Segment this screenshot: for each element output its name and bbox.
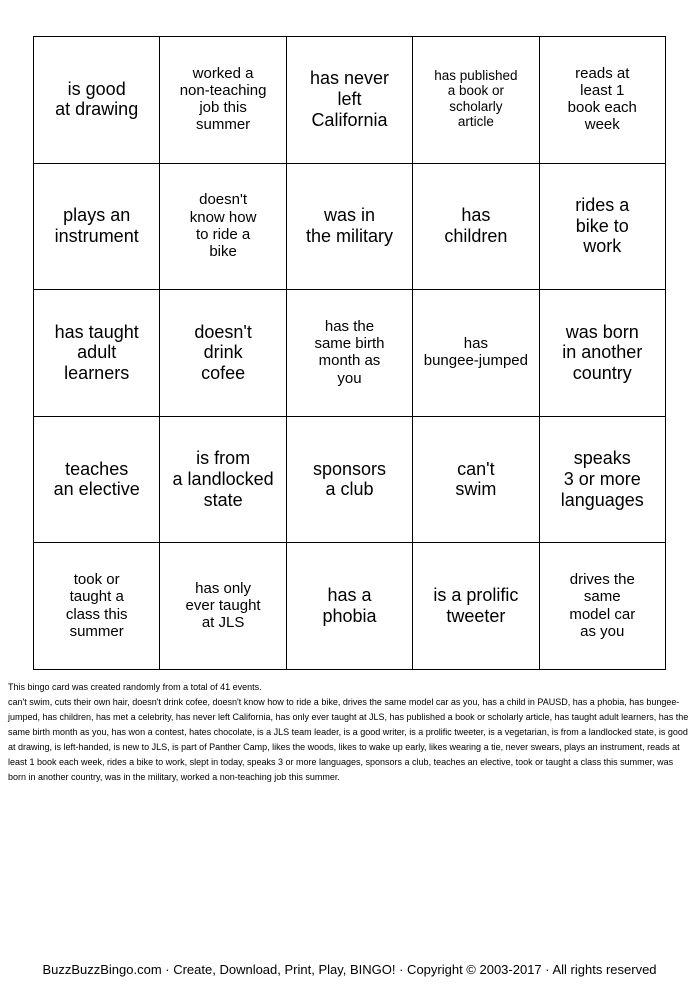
- bingo-cell: [539, 163, 665, 290]
- bingo-cell-text: took or taught a class this summer: [65, 571, 128, 640]
- bingo-cell: [413, 290, 539, 417]
- bingo-card-grid: [33, 36, 666, 670]
- bingo-cell: [539, 416, 665, 543]
- bingo-cell: [34, 290, 160, 417]
- bingo-row: [34, 37, 666, 164]
- bingo-cell: [286, 290, 412, 417]
- bingo-cell: [160, 37, 286, 164]
- bingo-cell: [413, 543, 539, 670]
- bingo-cell: [539, 37, 665, 164]
- bingo-cell: [413, 163, 539, 290]
- notes-intro: This bingo card was created randomly from a total of 41 events.: [8, 682, 262, 692]
- bingo-cell-text: speaks 3 or more languages: [560, 448, 644, 510]
- bingo-cell-text: has taught adult learners: [54, 321, 139, 383]
- bingo-cell: [34, 416, 160, 543]
- bingo-cell-text: has a phobia: [322, 585, 377, 626]
- site-footer: BuzzBuzzBingo.com · Create, Download, Print, Play, BINGO! · Copyright © 2003-2017 · All rights reserved: [42, 962, 657, 977]
- bingo-cell-text: doesn't drink cofee: [194, 321, 252, 383]
- bingo-cell: [286, 416, 412, 543]
- bingo-cell-text: has bungee-jumped: [423, 335, 528, 370]
- bingo-cell-text: has the same birth month as you: [314, 317, 385, 387]
- bingo-cell-text: worked a non-teaching job this summer: [179, 64, 267, 134]
- bingo-cell: [413, 37, 539, 164]
- bingo-cell: [160, 163, 286, 290]
- bingo-cell: [160, 290, 286, 417]
- bingo-cell-text: was born in another country: [562, 321, 643, 383]
- bingo-cell-text: teaches an elective: [53, 458, 140, 500]
- bingo-cell: [413, 416, 539, 543]
- bingo-row: [34, 416, 666, 543]
- bingo-cell-text: reads at least 1 book each week: [567, 64, 637, 134]
- bingo-cell: [160, 416, 286, 543]
- bingo-cell-text: was in the military: [305, 205, 393, 247]
- bingo-cell: [34, 543, 160, 670]
- bingo-cell-text: sponsors a club: [312, 458, 386, 500]
- bingo-cell: [160, 543, 286, 670]
- bingo-cell: [34, 163, 160, 290]
- bingo-cell-text: is from a landlocked state: [172, 448, 274, 510]
- bingo-row: [34, 543, 666, 670]
- bingo-cell-text: has only ever taught at JLS: [185, 579, 261, 632]
- bingo-cell: [539, 543, 665, 670]
- bingo-cell-text: has never left California: [309, 68, 389, 130]
- bingo-row: [34, 290, 666, 417]
- bingo-cell-text: is good at drawing: [55, 78, 139, 120]
- bingo-cell: [34, 37, 160, 164]
- bingo-cell-text: has children: [444, 205, 508, 247]
- notes-event-list: can't swim, cuts their own hair, doesn't drink cofee, doesn't know how to ride a bike, drives the same model car as you, has a child in PAUSD, has a phobia, has bungee-jumped, has children, has met a celebrity, has never left California, has only ever taught at JLS, has published a book or scholarly article, has taught adult learners, has the same birth month as you, has won a contest, hates chocolate, is a JLS team leader, is a good writer, is a prolific tweeter, is a vegetarian, is from a landlocked state, is good at drawing, is left-handed, is new to JLS, is part of Panther Camp, likes the woods, likes to wake up early, likes wearing a tie, never swears, plays an instrument, reads at least 1 book each week, rides a bike to work, slept in today, speaks 3 or more languages, sponsors a club, teaches an elective, took or taught a class this summer, was born in another country, was in the military, worked a non-teaching job this summer.: [8, 697, 689, 782]
- bingo-cell: [286, 543, 412, 670]
- bingo-cell-text: has published a book or scholarly article: [434, 67, 518, 130]
- card-notes: [8, 680, 692, 785]
- bingo-cell: [539, 290, 665, 417]
- bingo-cell: [286, 37, 412, 164]
- bingo-cell-text: doesn't know how to ride a bike: [189, 191, 257, 261]
- bingo-cell-text: plays an instrument: [54, 205, 139, 247]
- bingo-cell-text: rides a bike to work: [575, 195, 630, 257]
- bingo-cell-text: is a prolific tweeter: [433, 585, 519, 626]
- bingo-cell-text: drives the same model car as you: [569, 571, 636, 640]
- bingo-row: [34, 163, 666, 290]
- bingo-cell-text: can't swim: [455, 458, 497, 500]
- bingo-cell: [286, 163, 412, 290]
